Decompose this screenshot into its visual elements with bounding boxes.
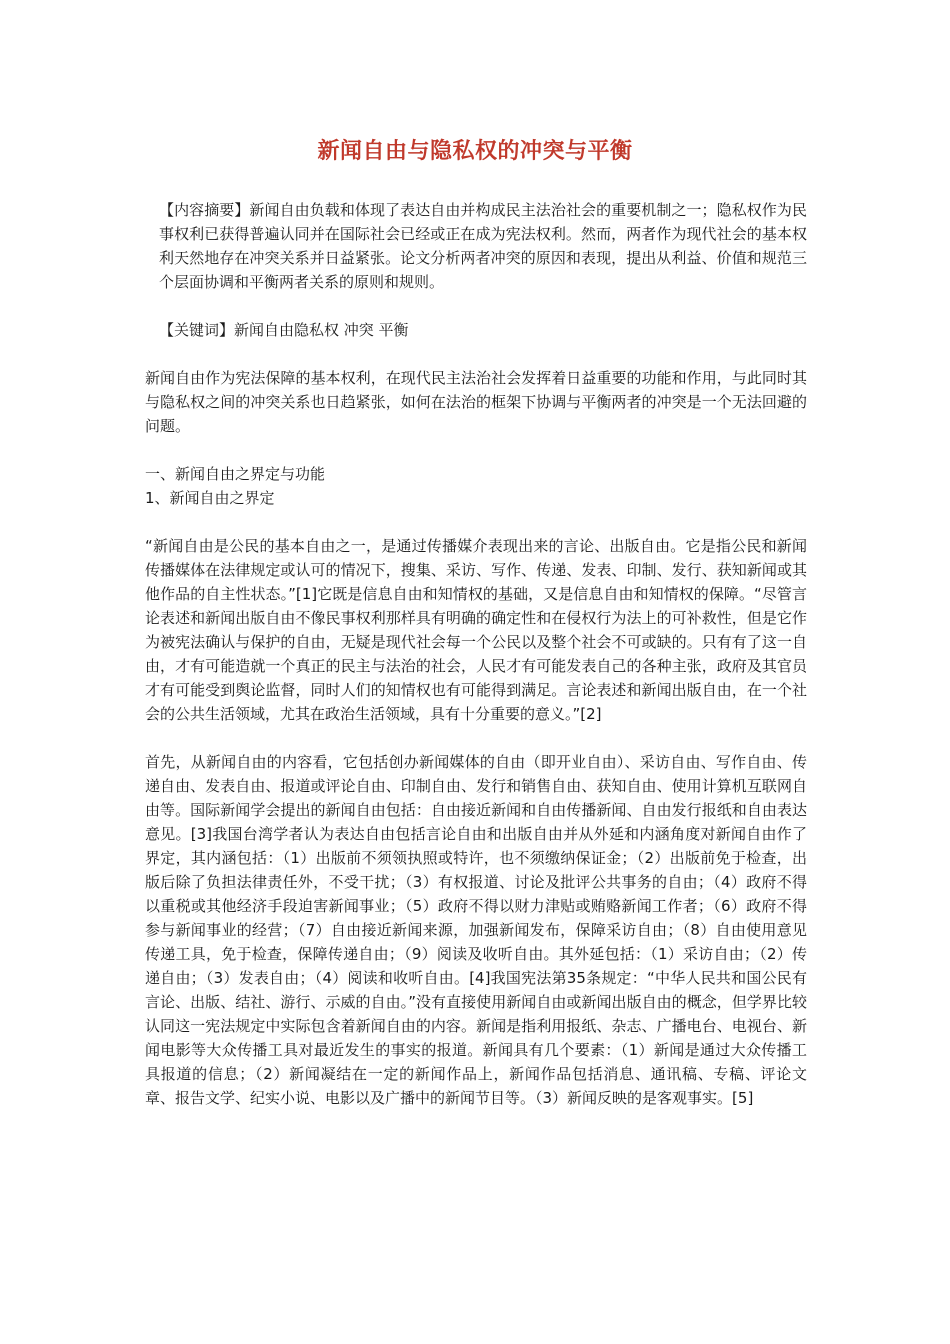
section-headings bbox=[145, 462, 807, 510]
abstract-paragraph: 【内容摘要】新闻自由负载和体现了表达自由并构成民主法治社会的重要机制之一；隐私权作为民事权利已获得普遍认同并在国际社会已经或正在成为宪法权利。然而，两者作为现代社会的基本权利天然地存在冲突关系并日益紧张。论文分析两者冲突的原因和表现，提出从利益、价值和规范三个层面协调和平衡两者关系的原则和规则。 bbox=[159, 201, 807, 291]
content-paragraph: 首先，从新闻自由的内容看，它包括创办新闻媒体的自由（即开业自由）、采访自由、写作自由、传递自由、发表自由、报道或评论自由、印制自由、发行和销售自由、获知自由、使用计算机互联网自由等。国际新闻学会提出的新闻自由包括：自由接近新闻和自由传播新闻、自由发行报纸和自由表达意见。[3]我国台湾学者认为表达自由包括言论自由和出版自由并从外延和内涵角度对新闻自由作了界定，其内涵包括：（1）出版前不须领执照或特许，也不须缴纳保证金；（2）出版前免于检查，出版后除了负担法律责任外，不受干扰；（3）有权报道、讨论及批评公共事务的自由；（4）政府不得以重税或其他经济手段迫害新闻事业；（5）政府不得以财力津贴或贿赂新闻工作者；（6）政府不得参与新闻事业的经营；（7）自由接近新闻来源，加强新闻发布，保障采访自由；（8）自由使用意见传递工具，免于检查，保障传递自由；（9）阅读及收听自由。其外延包括：（1）采访自由；（2）传递自由；（3）发表自由；（4）阅读和收听自由。[4]我国宪法第35条规定：“中华人民共和国公民有言论、出版、结社、游行、示威的自由。”没有直接使用新闻自由或新闻出版自由的概念，但学界比较认同这一宪法规定中实际包含着新闻自由的内容。新闻是指利用报纸、杂志、广播电台、电视台、新闻电影等大众传播工具对最近发生的事实的报道。新闻具有几个要素：（1）新闻是通过大众传播工具报道的信息；（2）新闻凝结在一定的新闻作品上，新闻作品包括消息、通讯稿、专稿、评论文章、报告文学、纪实小说、电影以及广播中的新闻节目等。（3）新闻反映的是客观事实。[5] bbox=[145, 753, 807, 1107]
keywords-paragraph: 【关键词】新闻自由隐私权 冲突 平衡 bbox=[159, 321, 409, 339]
section-heading: 一、新闻自由之界定与功能 bbox=[145, 465, 326, 483]
intro-paragraph: 新闻自由作为宪法保障的基本权利，在现代民主法治社会发挥着日益重要的功能和作用，与此同时其与隐私权之间的冲突关系也日趋紧张，如何在法治的框架下协调与平衡两者的冲突是一个无法回避的问题。 bbox=[145, 369, 807, 435]
document-title: 新闻自由与隐私权的冲突与平衡 bbox=[317, 139, 633, 164]
subsection-heading: 1、新闻自由之界定 bbox=[145, 489, 275, 507]
definition-paragraph: “新闻自由是公民的基本自由之一，是通过传播媒介表现出来的言论、出版自由。它是指公民和新闻传播媒体在法律规定或认可的情况下，搜集、采访、写作、传递、发表、印制、发行、获知新闻或其他作品的自主性状态。”[1]它既是信息自由和知情权的基础，又是信息自由和知情权的保障。“尽管言论表述和新闻出版自由不像民事权利那样具有明确的确定性和在侵权行为法上的可补救性，但是它作为被宪法确认与保护的自由，无疑是现代社会每一个公民以及整个社会不可或缺的。只有有了这一自由，才有可能造就一个真正的民主与法治的社会，人民才有可能发表自己的各种主张，政府及其官员才有可能受到舆论监督，同时人们的知情权也有可能得到满足。言论表述和新闻出版自由，在一个社会的公共生活领域，尤其在政治生活领域，具有十分重要的意义。”[2] bbox=[145, 537, 807, 723]
document-body bbox=[145, 198, 807, 1134]
